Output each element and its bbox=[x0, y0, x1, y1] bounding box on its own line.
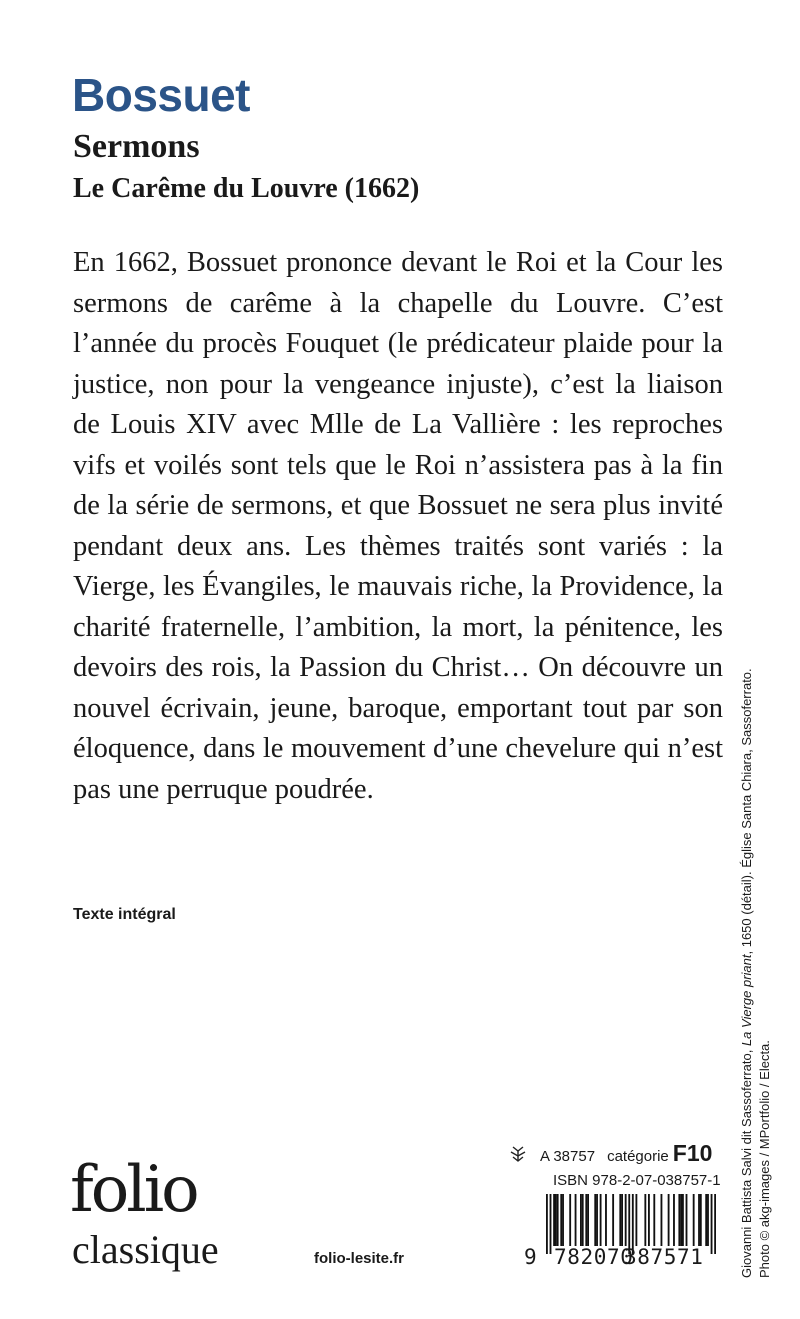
gallimard-logo-icon bbox=[508, 1144, 528, 1164]
ean-lead-digit: 9 bbox=[524, 1245, 537, 1269]
barcode-bar bbox=[644, 1194, 646, 1246]
integral-text-note: Texte intégral bbox=[73, 906, 176, 923]
barcode-bar bbox=[678, 1194, 680, 1246]
barcode-bar bbox=[569, 1194, 571, 1246]
barcode-bar bbox=[693, 1194, 695, 1246]
barcode-bar bbox=[705, 1194, 707, 1246]
barcode-bar bbox=[673, 1194, 675, 1246]
barcode-bar bbox=[707, 1194, 709, 1246]
reference-code: A 38757 bbox=[540, 1148, 596, 1165]
image-credit bbox=[738, 658, 774, 1278]
ean-group-2: 387571 bbox=[624, 1245, 704, 1269]
ean-group-1: 782070 bbox=[554, 1245, 634, 1269]
barcode-bar bbox=[648, 1194, 650, 1246]
barcode-bar bbox=[560, 1194, 562, 1246]
book-title: Sermons bbox=[73, 128, 200, 165]
credit-artwork-details: , 1650 (détail). Église Santa Chiara, Sassoferrato. bbox=[739, 668, 754, 955]
category-label: catégorie bbox=[607, 1148, 669, 1165]
barcode-bar bbox=[562, 1194, 564, 1246]
barcode-bar bbox=[700, 1194, 702, 1246]
barcode-bar bbox=[686, 1194, 688, 1246]
barcode-bar bbox=[600, 1194, 602, 1246]
barcode-bar bbox=[585, 1194, 587, 1246]
barcode-bar bbox=[635, 1194, 637, 1246]
barcode-bar bbox=[582, 1194, 584, 1246]
author-name: Bossuet bbox=[72, 69, 250, 121]
barcode-guard-bar bbox=[714, 1194, 716, 1254]
barcode-bar bbox=[612, 1194, 614, 1246]
book-subtitle: Le Carême du Louvre (1662) bbox=[73, 173, 420, 204]
barcode-bar bbox=[680, 1194, 682, 1246]
credit-artwork-title: La Vierge priant bbox=[739, 954, 754, 1047]
barcode-bar bbox=[575, 1194, 577, 1246]
back-cover-blurb: En 1662, Bossuet prononce devant le Roi et la Cour les sermons de carême à la chapelle du Louvre. C’est l’année du procès Fouquet (le prédicateur plaide pour la justice, non pour la vengeance injuste), c’est la liaison de Louis XIV avec Mlle de La Vallière : les reproches vifs et voilés sont tels que le Roi n’assistera pas à la fin de la série de sermons, et que Bossuet ne sera plus invité pendant deux ans. Les thèmes traités sont variés : la Vierge, les Évangiles, le mauvais riche, la Providence, la charité fraternelle, l’ambition, la mort, la pénitence, les devoirs des rois, la Passion du Christ… On découvre un nouvel écrivain, jeune, baroque, emportant tout par son éloquence, dans le mouvement d’une chevelure qui n’est pas une perruque poudrée. bbox=[73, 247, 723, 805]
barcode-bar bbox=[594, 1194, 596, 1246]
barcode-bar bbox=[605, 1194, 607, 1246]
category-code: F10 bbox=[672, 1140, 713, 1166]
isbn-number: ISBN 978-2-07-038757-1 bbox=[553, 1172, 721, 1189]
barcode-bar bbox=[587, 1194, 589, 1246]
credit-line-2: Photo © akg-images / MPortfolio / Electa. bbox=[757, 1040, 772, 1278]
credit-artist: Giovanni Battista Salvi dit Sassoferrato, bbox=[739, 1046, 754, 1278]
barcode-bar bbox=[580, 1194, 582, 1246]
barcode-guard-bar bbox=[550, 1194, 552, 1254]
website-link: folio-lesite.fr bbox=[314, 1250, 405, 1267]
barcode-bar bbox=[682, 1194, 684, 1246]
barcode-bar bbox=[621, 1194, 623, 1246]
barcode-bar bbox=[698, 1194, 700, 1246]
barcode-bar bbox=[625, 1194, 627, 1246]
barcode-bar bbox=[553, 1194, 555, 1246]
barcode-guard-bar bbox=[546, 1194, 548, 1254]
folio-logo-text: folio bbox=[70, 1153, 197, 1227]
barcode-bar bbox=[653, 1194, 655, 1246]
barcode-guard-bar bbox=[711, 1194, 713, 1254]
barcode-bar bbox=[668, 1194, 670, 1246]
barcode-bar bbox=[661, 1194, 663, 1246]
barcode-bar bbox=[555, 1194, 557, 1246]
barcode-bar bbox=[596, 1194, 598, 1246]
credit-line-1 bbox=[738, 658, 756, 1278]
barcode-bar bbox=[619, 1194, 621, 1246]
barcode-bar bbox=[557, 1194, 559, 1246]
reference-row bbox=[508, 1140, 712, 1167]
classique-logo-text: classique bbox=[72, 1227, 219, 1272]
